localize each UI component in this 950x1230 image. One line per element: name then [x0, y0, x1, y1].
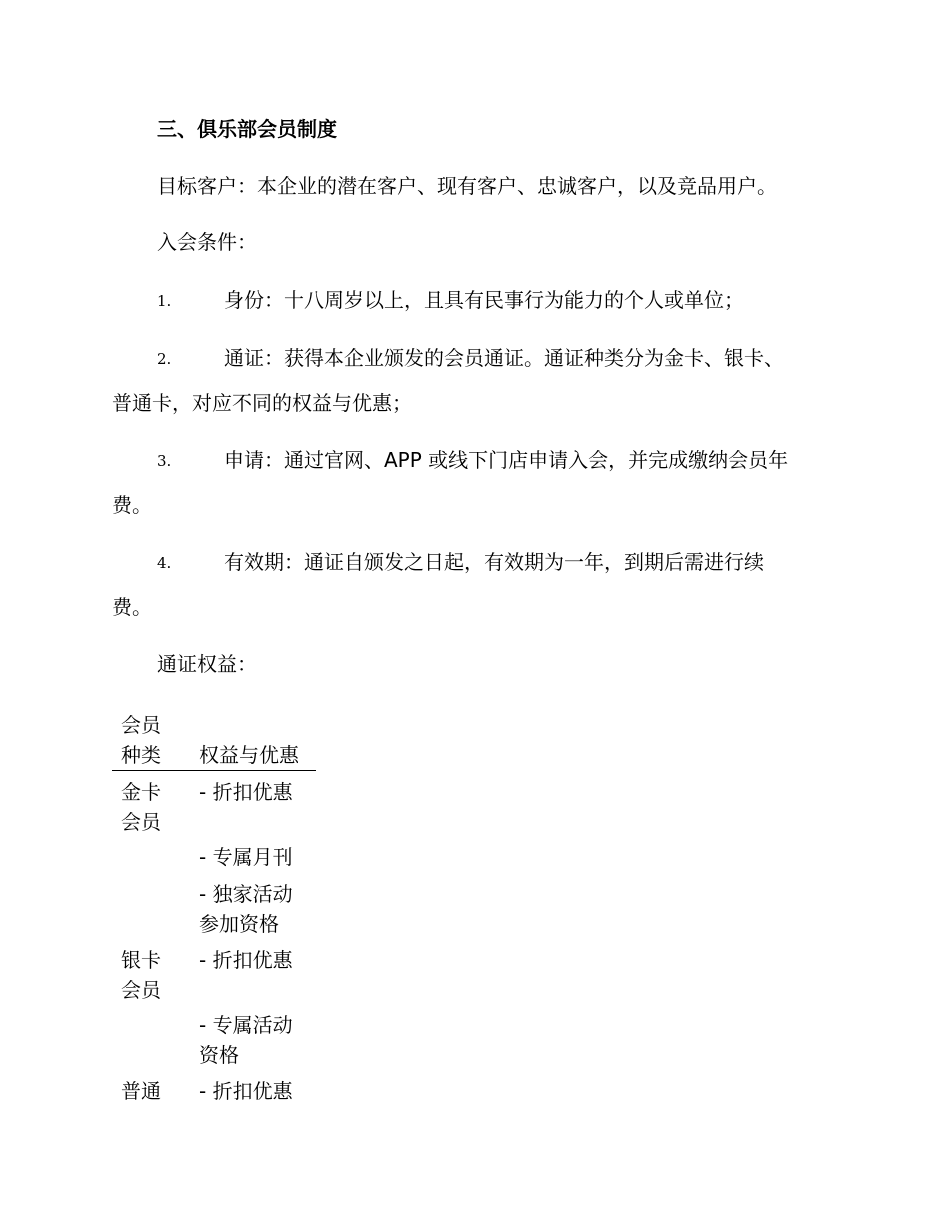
table-cell-type: 会员	[121, 978, 161, 1002]
table-cell-benefit: - 折扣优惠	[199, 948, 293, 972]
table-cell-benefit: 资格	[199, 1043, 239, 1067]
list-item-text-continued: 普通卡，对应不同的权益与优惠；	[112, 391, 412, 415]
table-cell-benefit: - 折扣优惠	[199, 780, 293, 804]
table-cell-benefit: - 独家活动	[199, 882, 293, 906]
conditions-label: 入会条件：	[157, 230, 257, 254]
table-cell-benefit: 参加资格	[199, 912, 279, 936]
table-cell-type: 银卡	[121, 948, 161, 972]
header-benefit: 权益与优惠	[199, 743, 299, 767]
header-divider	[112, 770, 316, 771]
section-heading: 三、俱乐部会员制度	[157, 117, 337, 141]
list-item-text-continued: 费。	[112, 493, 152, 517]
table-cell-type: 会员	[121, 810, 161, 834]
list-item-number: 1.	[157, 292, 172, 310]
table-cell-type: 普通	[121, 1079, 161, 1103]
target-customers-paragraph: 目标客户：本企业的潜在客户、现有客户、忠诚客户，以及竞品用户。	[157, 174, 777, 198]
list-item-text-continued: 费。	[112, 595, 152, 619]
table-cell-benefit: - 专属月刊	[199, 845, 293, 869]
list-item-text: 通证：获得本企业颁发的会员通证。通证种类分为金卡、银卡、	[224, 346, 784, 370]
list-item-number: 2.	[157, 350, 172, 368]
header-type-line1: 会员	[121, 713, 161, 737]
benefits-label: 通证权益：	[157, 652, 257, 676]
list-item-number: 3.	[157, 452, 172, 470]
list-item-number: 4.	[157, 554, 172, 572]
table-cell-benefit: - 专属活动	[199, 1013, 293, 1037]
header-type-line2: 种类	[121, 743, 161, 767]
list-item-text: 身份：十八周岁以上，且具有民事行为能力的个人或单位；	[224, 288, 744, 312]
table-cell-benefit: - 折扣优惠	[199, 1079, 293, 1103]
table-cell-type: 金卡	[121, 780, 161, 804]
list-item-text: 有效期：通证自颁发之日起，有效期为一年，到期后需进行续	[224, 550, 764, 574]
list-item-text: 申请：通过官网、APP 或线下门店申请入会，并完成缴纳会员年	[224, 448, 789, 472]
